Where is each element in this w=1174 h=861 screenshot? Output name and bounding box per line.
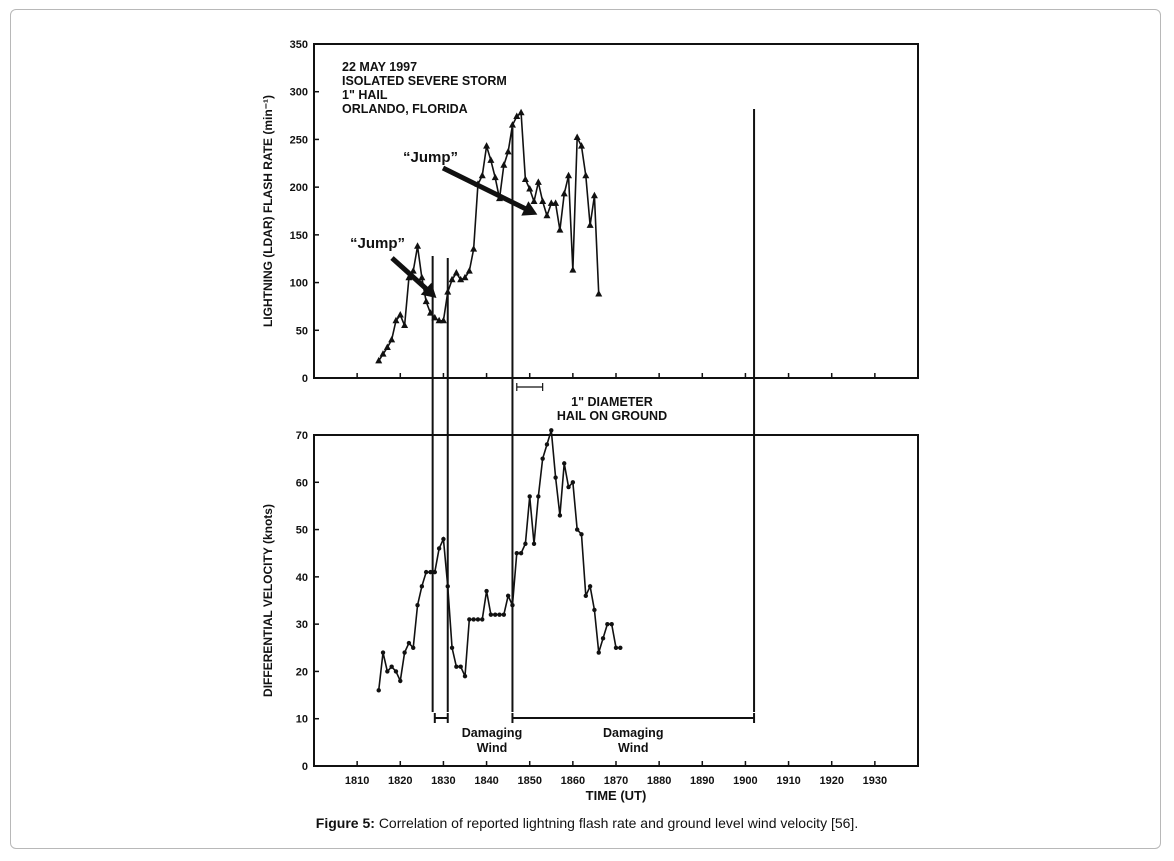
figure-caption xyxy=(0,815,1174,831)
x-axis-label: TIME (UT) xyxy=(585,788,647,803)
data-point-triangle xyxy=(539,197,546,204)
data-point-dot xyxy=(558,513,562,517)
y-tick-label: 30 xyxy=(295,619,308,632)
data-point-dot xyxy=(614,646,618,650)
data-point-triangle xyxy=(522,176,529,183)
x-tick-label: 1850 xyxy=(517,775,542,787)
data-point-dot xyxy=(476,617,480,621)
data-point-triangle xyxy=(591,192,598,199)
data-point-dot xyxy=(549,428,553,432)
data-point-triangle xyxy=(535,178,542,185)
data-point-triangle xyxy=(423,298,430,305)
data-point-triangle xyxy=(526,185,533,192)
damaging-wind-label: Wind xyxy=(476,741,508,755)
data-point-dot xyxy=(471,617,475,621)
y-tick-label: 40 xyxy=(295,571,308,584)
data-point-dot xyxy=(402,650,406,654)
data-point-dot xyxy=(407,641,411,645)
jump-annotation: “Jump” xyxy=(350,235,406,252)
x-tick-label: 1890 xyxy=(690,775,715,787)
bottom-panel xyxy=(261,428,918,803)
data-point-dot xyxy=(515,551,519,555)
data-point-triangle xyxy=(388,336,395,343)
x-tick-label: 1810 xyxy=(344,775,370,787)
data-point-triangle xyxy=(582,172,589,179)
data-point-triangle xyxy=(470,245,477,252)
x-tick-label: 1880 xyxy=(646,775,672,787)
data-point-dot xyxy=(528,494,532,498)
data-point-triangle xyxy=(531,197,538,204)
data-point-dot xyxy=(415,603,419,607)
data-point-triangle xyxy=(401,322,408,329)
data-point-triangle xyxy=(565,172,572,179)
data-point-triangle xyxy=(587,221,594,228)
data-point-dot xyxy=(493,612,497,616)
data-point-dot xyxy=(437,546,441,550)
data-point-dot xyxy=(579,532,583,536)
data-point-triangle xyxy=(578,142,585,149)
data-point-dot xyxy=(519,551,523,555)
data-point-dot xyxy=(523,542,527,546)
data-point-triangle xyxy=(543,212,550,219)
data-point-dot xyxy=(480,617,484,621)
data-point-dot xyxy=(502,612,506,616)
data-point-triangle xyxy=(414,242,421,249)
top-panel xyxy=(261,39,918,423)
data-point-dot xyxy=(592,608,596,612)
data-point-dot xyxy=(609,622,613,626)
data-point-triangle xyxy=(492,174,499,181)
y-tick-label: 150 xyxy=(289,229,308,242)
x-tick-label: 1860 xyxy=(560,775,586,787)
data-point-triangle xyxy=(466,267,473,274)
data-point-dot xyxy=(575,527,579,531)
data-point-dot xyxy=(532,542,536,546)
data-point-triangle xyxy=(453,269,460,276)
y-tick-label: 70 xyxy=(295,430,308,442)
data-point-triangle xyxy=(479,172,486,179)
panel-title-line: 1" HAIL xyxy=(342,88,388,102)
data-point-triangle xyxy=(397,311,404,318)
data-point-dot xyxy=(584,594,588,598)
jump-arrow-shaft xyxy=(443,168,532,212)
data-point-dot xyxy=(605,622,609,626)
panel-title-line: 22 MAY 1997 xyxy=(342,60,418,74)
damaging-wind-label: Wind xyxy=(618,741,649,755)
y-tick-label: 10 xyxy=(295,713,308,726)
data-point-triangle xyxy=(483,142,490,149)
data-point-dot xyxy=(424,570,428,574)
data-point-dot xyxy=(506,594,510,598)
data-point-triangle xyxy=(518,109,525,116)
x-tick-label: 1870 xyxy=(603,775,629,787)
y-tick-label: 250 xyxy=(289,134,308,147)
x-tick-label: 1840 xyxy=(474,775,499,787)
data-point-triangle xyxy=(569,266,576,273)
data-point-dot xyxy=(458,665,462,669)
data-point-triangle xyxy=(487,156,494,163)
data-point-dot xyxy=(389,665,393,669)
data-point-triangle xyxy=(556,226,563,233)
x-tick-label: 1820 xyxy=(388,775,413,787)
data-point-dot xyxy=(394,669,398,673)
x-tick-label: 1930 xyxy=(862,775,888,787)
data-point-dot xyxy=(467,617,471,621)
y-tick-label: 300 xyxy=(289,86,308,99)
data-point-dot xyxy=(450,646,454,650)
data-point-dot xyxy=(484,589,488,593)
data-point-dot xyxy=(540,456,544,460)
data-point-dot xyxy=(398,679,402,683)
y-tick-label: 60 xyxy=(295,477,308,490)
y-tick-label: 350 xyxy=(289,39,308,51)
data-point-dot xyxy=(377,688,381,692)
data-point-triangle xyxy=(505,148,512,155)
x-tick-label: 1830 xyxy=(431,775,456,787)
damaging-wind-label: Damaging xyxy=(603,726,664,740)
jump-annotation: “Jump” xyxy=(403,149,459,166)
y-tick-label: 200 xyxy=(289,182,308,195)
data-point-dot xyxy=(536,494,540,498)
x-tick-label: 1920 xyxy=(819,775,844,787)
data-point-dot xyxy=(545,442,549,446)
data-point-dot xyxy=(411,646,415,650)
data-point-dot xyxy=(454,665,458,669)
data-point-dot xyxy=(381,650,385,654)
data-point-triangle xyxy=(595,290,602,297)
data-point-triangle xyxy=(561,190,568,197)
data-point-triangle xyxy=(500,161,507,168)
panel-title-line: ISOLATED SEVERE STORM xyxy=(342,74,507,88)
data-point-dot xyxy=(562,461,566,465)
data-point-dot xyxy=(441,537,445,541)
caption-text: Correlation of reported lightning flash rate and ground level wind velocity [56]. xyxy=(378,815,859,831)
data-point-triangle xyxy=(509,121,516,128)
damaging-wind-label: Damaging xyxy=(461,726,523,740)
data-point-dot xyxy=(571,480,575,484)
data-point-dot xyxy=(489,612,493,616)
y-tick-label: 0 xyxy=(301,761,308,773)
data-point-dot xyxy=(553,475,557,479)
caption-label: Figure 5: xyxy=(315,815,375,831)
data-point-dot xyxy=(497,612,501,616)
hail-label-line: 1" DIAMETER xyxy=(571,395,653,409)
data-point-dot xyxy=(420,584,424,588)
x-tick-label: 1910 xyxy=(776,775,801,787)
data-point-triangle xyxy=(574,134,581,141)
y-tick-label: 20 xyxy=(295,666,308,679)
data-point-dot xyxy=(601,636,605,640)
jump-arrow-shaft xyxy=(392,258,432,294)
data-point-dot xyxy=(588,584,592,588)
data-point-dot xyxy=(385,669,389,673)
plot-frame xyxy=(314,435,918,766)
data-point-dot xyxy=(618,646,622,650)
y-tick-label: 100 xyxy=(289,277,308,290)
series-line xyxy=(379,430,621,690)
data-point-dot xyxy=(463,674,467,678)
hail-label-line: HAIL ON GROUND xyxy=(556,409,668,423)
panel-title-line: ORLANDO, FLORIDA xyxy=(342,102,468,116)
y-axis-label: LIGHTNING (LDAR) FLASH RATE (min⁻¹) xyxy=(261,94,275,328)
y-tick-label: 50 xyxy=(295,325,308,338)
y-tick-label: 50 xyxy=(295,524,308,537)
data-point-dot xyxy=(566,485,570,489)
y-tick-label: 0 xyxy=(301,373,308,385)
data-point-dot xyxy=(597,650,601,654)
x-tick-label: 1900 xyxy=(733,775,758,787)
y-axis-label: DIFFERENTIAL VELOCITY (knots) xyxy=(261,504,275,697)
